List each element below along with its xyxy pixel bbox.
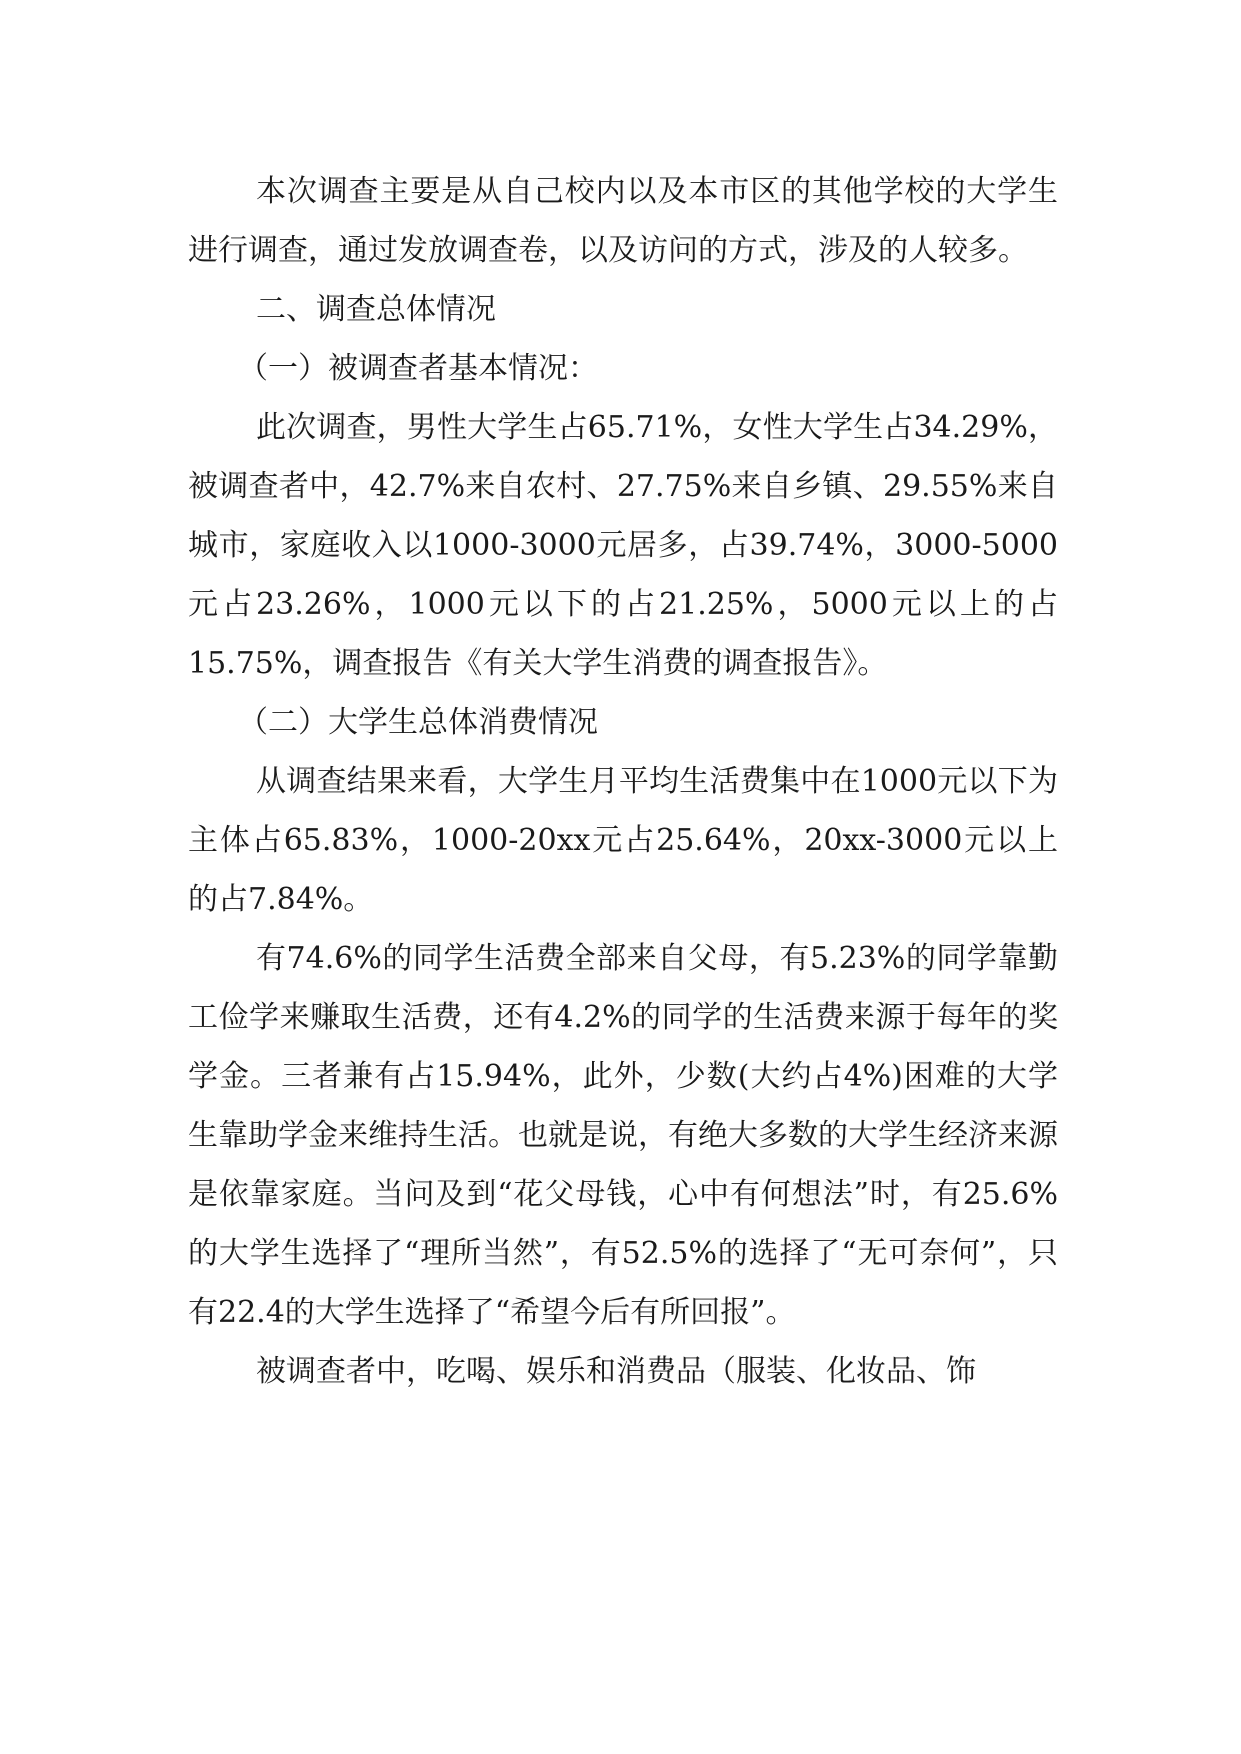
subsection-heading-consumption: （二）大学生总体消费情况: [238, 705, 598, 740]
document-body: [188, 162, 1058, 1401]
paragraph-respondent-stats: 此次调查，男性大学生占65.71%，女性大学生占34.29%，被调查者中，42.7%来自农村、27.75%来自乡镇、29.55%来自城市，家庭收入以1000-3000元居多，占39.74%，3000-5000元占23.26%，1000元以下的占21.25%，5000元以上的占15.75%，调查报告《有关大学生消费的调查报告》。: [188, 410, 1058, 681]
subsection-heading-basic-info: （一）被调查者基本情况：: [238, 351, 598, 386]
paragraph-income-sources: 有74.6%的同学生活费全部来自父母，有5.23%的同学靠勤工俭学来赚取生活费，还有4.2%的同学的生活费来源于每年的奖学金。三者兼有占15.94%，此外，少数(大约占4%)困难的大学生靠助学金来维持生活。也就是说，有绝大多数的大学生经济来源是依靠家庭。当问及到“花父母钱，心中有何想法”时，有25.6%的大学生选择了“理所当然”，有52.5%的选择了“无可奈何”，只有22.4的大学生选择了“希望今后有所回报”。: [188, 941, 1058, 1330]
paragraph-survey-scope: 本次调查主要是从自己校内以及本市区的其他学校的大学生进行调查，通过发放调查卷，以及访问的方式，涉及的人较多。: [188, 174, 1058, 268]
paragraph-monthly-allowance: 从调查结果来看，大学生月平均生活费集中在1000元以下为主体占65.83%，1000-20xx元占25.64%，20xx-3000元以上的占7.84%。: [188, 764, 1058, 917]
paragraph-spending-categories: 被调查者中，吃喝、娱乐和消费品（服装、化妆品、饰: [256, 1354, 976, 1389]
section-heading-overall: 二、调查总体情况: [256, 292, 496, 327]
